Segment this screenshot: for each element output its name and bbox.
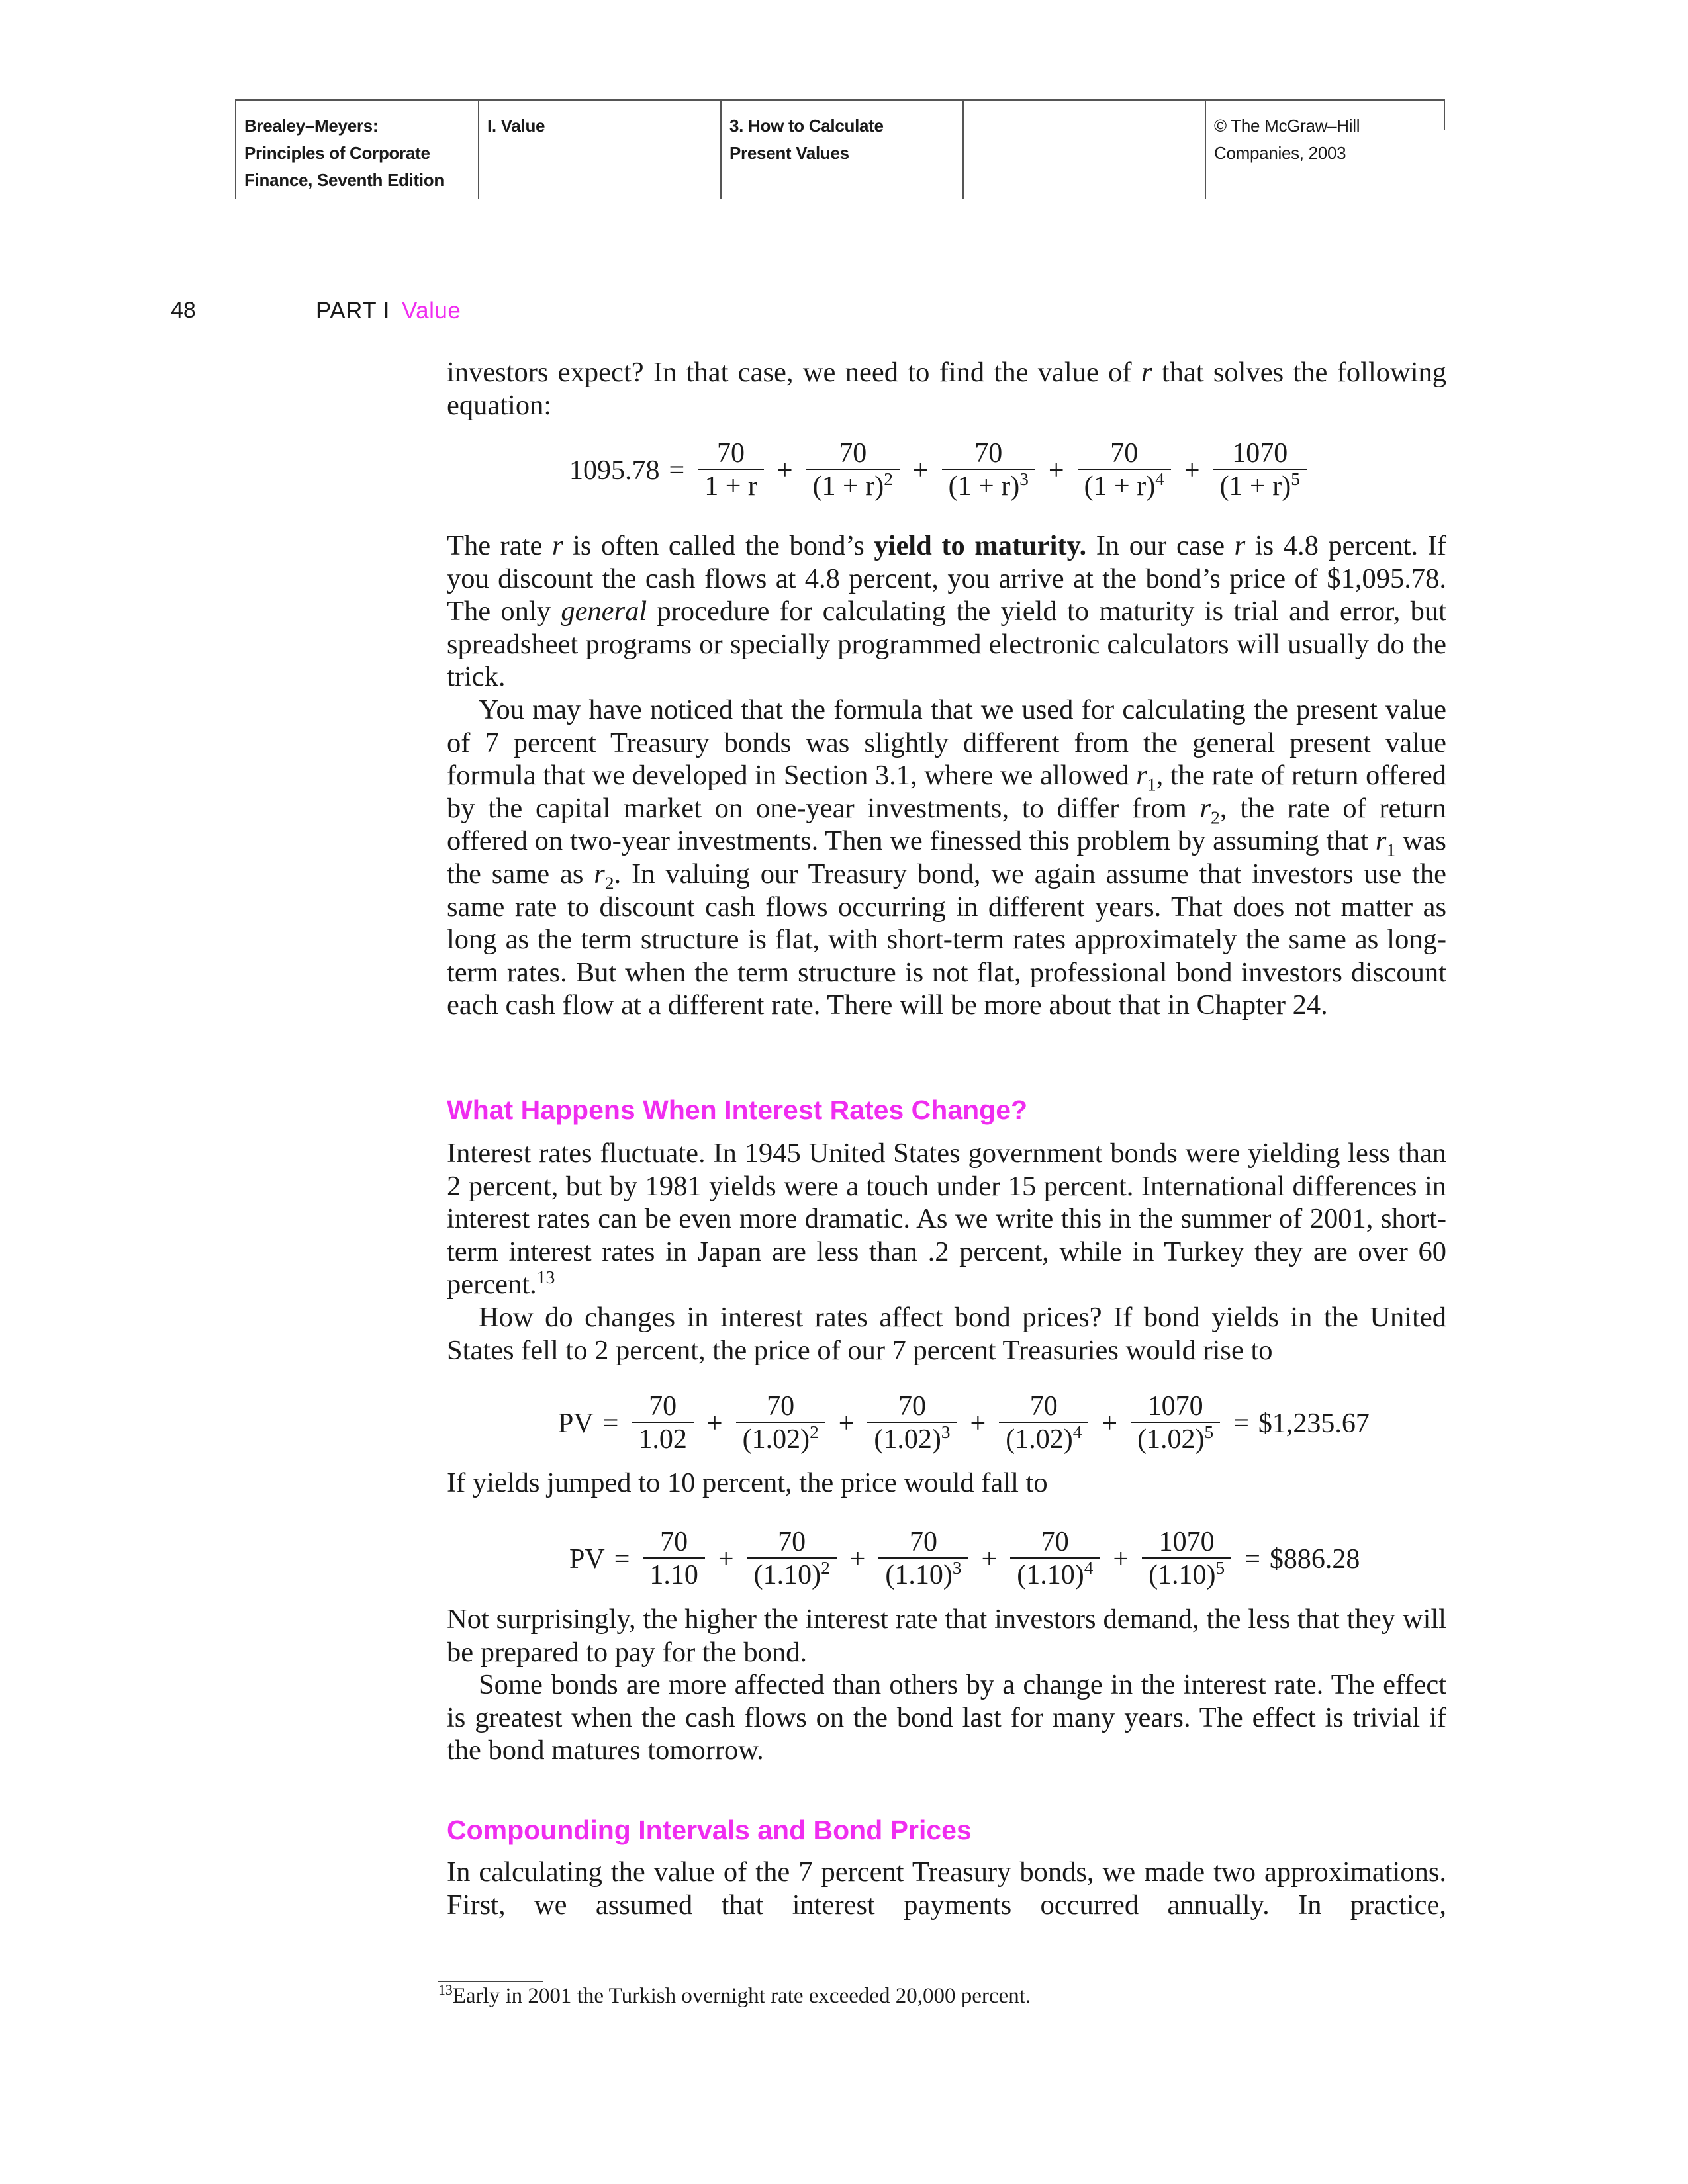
header-right-rule	[1444, 99, 1445, 130]
variable-r-subscript: $r_1$	[1375, 825, 1396, 860]
paragraph-text: Not surprisingly, the higher the interest rate that investors demand, the less that they will be prepared to pay for the bond.	[447, 1604, 1446, 1668]
header-cell-copyright: © The McGraw–Hill Companies, 2003	[1205, 99, 1444, 199]
paragraph-2	[447, 529, 1446, 1022]
equation-term: $\frac{70}{(1 + r)^4}$	[1078, 438, 1171, 503]
equation-lhs: PV	[558, 1408, 594, 1439]
equation-term: $\frac{1070}{(1.10)^5}$	[1142, 1527, 1231, 1592]
variable-r: r	[551, 530, 563, 561]
header-top-rule	[235, 99, 1444, 101]
paragraph-text: In calculating the value of the 7 percent Treasury bonds, we made two approximations. First, we assumed that interest payments occurred annually. In practice,	[447, 1856, 1446, 1921]
equation-lhs: 1095.78	[569, 455, 660, 486]
equation-yield-to-maturity: 1095.78 = $\frac{70}{1 + r}$ + $\frac{70}{(1 + r)^2}$ + $\frac{70}{(1 + r)^3}$ + $\frac{70}{(1 + r)^4}$ + $\frac{1070}{(1 + r)^5}$	[569, 438, 1311, 503]
part-label	[316, 298, 461, 324]
equation-lhs: PV	[569, 1544, 605, 1574]
variable-r-subscript: $r_2$	[1199, 792, 1220, 828]
variable-r-subscript: $r_2$	[594, 858, 614, 893]
paragraph-text: You may have noticed that the formula that we used for calculating the present value of 7 percent Treasury bonds was slightly different from the general present value formula that we developed in Section 3.1, where we allowed $r_1$, the rate of return offered by the capital market on one-year investments, to differ from $r_2$, the rate of return offered on two-year investments. Then we finessed this problem by assuming that $r_1$ was the same as $r_2$. In valuing our Treasury bond, we again assume that investors use the same rate to discount cash flows occurring in different years. That does not matter as long as the term structure is flat, with short-term rates approximately the same as long-term rates. But when the term structure is not flat, professional bond investors discount each cash flow at a different rate. There will be more about that in Chapter 24.	[447, 694, 1446, 1021]
paragraph-text: Some bonds are more affected than others by a change in the interest rate. The effect is greatest when the cash flows on the bond last for many years. The effect is trivial if the bond matures tomorrow.	[447, 1669, 1446, 1766]
equation-term: $\frac{1070}{(1.02)^5}$	[1131, 1391, 1220, 1456]
header-cell-part: I. Value	[478, 99, 720, 199]
variable-r: r	[1141, 357, 1152, 388]
term-yield-to-maturity: yield to maturity.	[874, 530, 1087, 561]
equation-term: $\frac{70}{(1.10)^3}$	[878, 1527, 968, 1592]
equation-term: $\frac{70}{(1.10)^4}$	[1010, 1527, 1100, 1592]
header-cell-blank	[962, 99, 1205, 199]
equation-term: $\frac{70}{(1.02)^2}$	[736, 1391, 825, 1456]
paragraph-text: The rate r is often called the bond’s yield to maturity. In our case r is 4.8 percent. If you discount the cash flows at 4.8 percent, you arrive at the bond’s price of $1,095.78. The only general procedure for calculating the yield to maturity is trial and error, but spreadsheet programs or specially programmed electronic calculators will usually do the trick.	[447, 530, 1446, 693]
equation-term: $\frac{70}{(1.02)^4}$	[999, 1391, 1088, 1456]
equation-term: $\frac{70}{1.02}$	[632, 1391, 694, 1456]
equation-term: $\frac{70}{(1 + r)^3}$	[942, 438, 1035, 503]
paragraph-text: How do changes in interest rates affect bond prices? If bond yields in the United States fell to 2 percent, the price of our 7 percent Treasuries would rise to	[447, 1301, 1446, 1366]
equation-term: $\frac{70}{1.10}$	[643, 1527, 705, 1592]
paragraph-text: investors expect? In that case, we need to find the value of r that solves the following equation:	[447, 357, 1446, 421]
equation-term: $\frac{70}{(1.02)^3}$	[867, 1391, 957, 1456]
section-heading-rates-change: What Happens When Interest Rates Change?	[447, 1095, 1028, 1125]
variable-r-subscript: $r_1$	[1136, 760, 1156, 795]
equation-term: $\frac{70}{(1 + r)^2}$	[806, 438, 900, 503]
variable-r: r	[1234, 530, 1246, 561]
emphasis-general: general	[561, 596, 647, 627]
equation-term: $\frac{70}{1 + r}$	[698, 438, 764, 503]
paragraph-9	[447, 1856, 1446, 1921]
part-number: PART I	[316, 298, 390, 324]
footnote-rule	[438, 1981, 543, 1982]
header-cell-book: Brealey–Meyers: Principles of Corporate Finance, Seventh Edition	[235, 99, 478, 199]
equation-price-at-10-percent: PV = $\frac{70}{1.10}$ + $\frac{70}{(1.10)^2}$ + $\frac{70}{(1.10)^3}$ + $\frac{70}{(1.10)^4}$ + $\frac{1070}{(1.10)^5}$ = $886.28	[569, 1527, 1360, 1590]
footnote-number: 13	[438, 1982, 453, 1998]
section-heading-compounding: Compounding Intervals and Bond Prices	[447, 1815, 972, 1845]
paragraph-7	[447, 1603, 1446, 1767]
paragraph-6	[447, 1467, 1446, 1500]
running-header	[235, 99, 1443, 199]
equation-result: $1,235.67	[1258, 1408, 1370, 1439]
equation-term: $\frac{70}{(1.10)^2}$	[747, 1527, 837, 1592]
footnote-marker: 13	[536, 1267, 555, 1288]
part-title: Value	[401, 298, 461, 324]
paragraph-1	[447, 356, 1446, 422]
header-cell-chapter: 3. How to Calculate Present Values	[720, 99, 962, 199]
equation-term: $\frac{1070}{(1 + r)^5}$	[1213, 438, 1307, 503]
paragraph-text: If yields jumped to 10 percent, the price would fall to	[447, 1467, 1048, 1498]
page-number: 48	[171, 298, 196, 323]
paragraph-text: Interest rates fluctuate. In 1945 United States government bonds were yielding less than 2 percent, but by 1981 yields were a touch under 15 percent. International differences in interest rates can be even more dramatic. As we write this in the summer of 2001, short-term interest rates in Japan are less than .2 percent, while in Turkey they are over 60 percent.$^{13}$	[447, 1138, 1446, 1300]
footnote: $^{13}$Early in 2001 the Turkish overnight rate exceeded 20,000 percent.	[438, 1982, 1031, 2008]
paragraph-4	[447, 1137, 1446, 1367]
equation-price-at-2-percent: PV = $\frac{70}{1.02}$ + $\frac{70}{(1.02)^2}$ + $\frac{70}{(1.02)^3}$ + $\frac{70}{(1.02)^4}$ + $\frac{1070}{(1.02)^5}$ = $1,235.67	[558, 1391, 1370, 1455]
equation-result: $886.28	[1269, 1544, 1360, 1574]
